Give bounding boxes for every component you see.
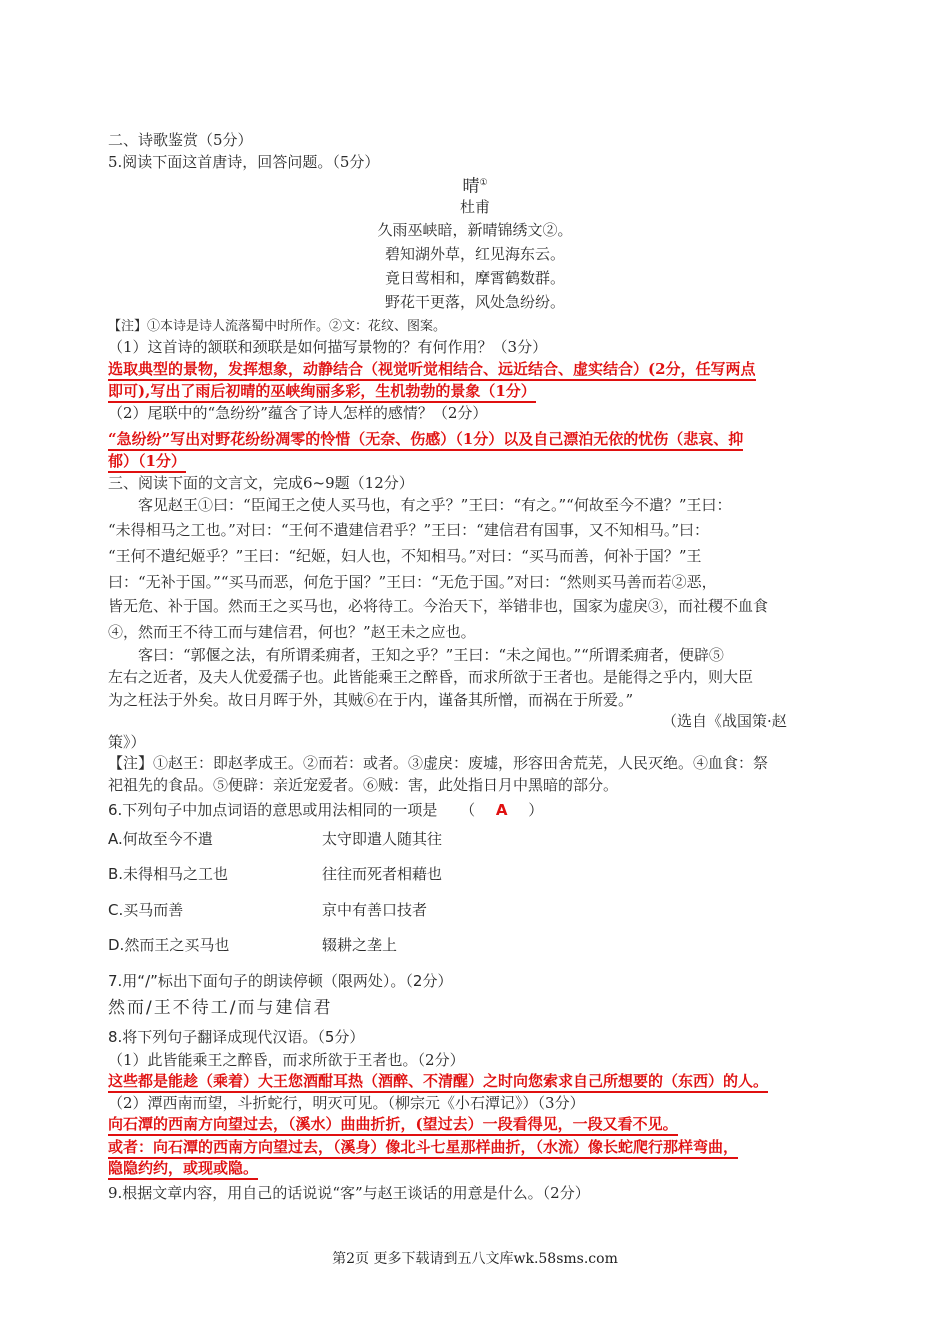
answer-8-1: 这些都是能趁（乘着）大王您酒酣耳热（酒醉、不清醒）之时向您索求自己所想要的（东西）的人。 (108, 1071, 768, 1093)
poem-author: 杜甫 (459, 198, 490, 216)
passage-notes: 【注】①赵王：即赵孝成王。②而若：或者。③虚戾：废墟，形容田舍荒芜，人民灭绝。④血食：祭 (108, 754, 769, 772)
answer-8-2-line2: 或者：向石潭的西南方向望过去，（溪身）像北斗七星那样曲折，（水流）像长蛇爬行那样弯曲， (108, 1137, 738, 1159)
question-5-2: （2）尾联中的“急纷纷”蕴含了诗人怎样的感情？（2分） (108, 404, 488, 422)
question-7-prompt: 7.用“/”标出下面句子的朗读停顿（限两处）。（2分） (108, 972, 453, 990)
passage-line: ④，然而王不待工而与建信君，何也？”赵王未之应也。 (108, 623, 476, 641)
answer-8-2-line3: 隐隐约约，或现或隐。 (108, 1158, 258, 1180)
passage-line: “未得相马之工也。”对曰：“王何不遣建信君乎？”王曰：“建信君有国事，又不知相马。”曰： (108, 521, 710, 539)
passage-notes: 祀祖先的食品。⑤便辟：亲近宠爱者。⑥贼：害，此处指日月中黑暗的部分。 (108, 776, 619, 794)
option-d-left: D.然而王之买马也 (108, 936, 230, 954)
answer-5-1-line1: 选取典型的景物，发挥想象，动静结合（视觉听觉相结合、远近结合、虚实结合）(2分，任写两点 (108, 359, 756, 381)
section-heading: 二、诗歌鉴赏（5分） (108, 131, 253, 149)
option-c-right: 京中有善口技者 (322, 901, 428, 919)
passage-line: 曰：“无补于国。”“买马而恶，何危于国？”王曰：“无危于国。”对曰：“然则买马善而若②恶， (108, 573, 717, 591)
option-c-left: C.买马而善 (108, 901, 184, 919)
option-b-left: B.未得相马之工也 (108, 865, 229, 883)
poem-line: 野花干更落，风处急纷纷。 (384, 293, 565, 311)
option-a-left: A.何故至今不遣 (108, 830, 213, 848)
poem-title-row (0, 172, 950, 198)
question-9-prompt: 9.根据文章内容，用自己的话说说“客”与赵王谈话的用意是什么。（2分） (108, 1184, 590, 1202)
option-d-right: 辍耕之垄上 (322, 936, 398, 954)
question-8-2: （2）潭西南而望，斗折蛇行，明灭可见。（柳宗元《小石潭记》）（3分） (108, 1094, 585, 1112)
passage-line: 客曰：“郭偃之法，有所谓柔痈者，王知之乎？”王曰：“未之闻也。”“所谓柔痈者，便辟⑤ (138, 646, 724, 664)
passage-line: 左右之近者，及夫人优爱孺子也。此皆能乘王之醉昏，而求所欲于王者也。是能得之乎内，则大臣 (108, 668, 754, 686)
poem-title-note: ① (479, 178, 488, 188)
option-a-right: 太守即遣人随其往 (322, 830, 443, 848)
answer-5-2-line2: 郁）（1分） (108, 451, 186, 473)
question-5-prompt: 5.阅读下面这首唐诗，回答问题。（5分） (108, 153, 380, 171)
passage-line: “王何不遣纪姬乎？”王曰：“纪姬，妇人也，不知相马。”对曰：“买马而善，何补于国？”王 (108, 547, 702, 565)
passage-line: 皆无危、补于国。然而王之买马也，必将待工。今治天下，举错非也，国家为虚戾③，而社稷不血食 (108, 597, 769, 615)
passage-source-end: 策》） (108, 733, 146, 751)
answer-8-2-line1: 向石潭的西南方向望过去，（溪水）曲曲折折，(望过去）一段看得见，一段又看不见。 (108, 1114, 678, 1136)
question-8-prompt: 8.将下列句子翻译成现代汉语。（5分） (108, 1028, 365, 1046)
poem-line: 久雨巫峡暗，新晴锦绣文②。 (377, 221, 573, 239)
answer-bracket-close: ） (528, 801, 544, 819)
question-6-answer: A (495, 801, 508, 819)
question-8-1: （1）此皆能乘王之醉昏，而求所欲于王者也。（2分） (108, 1051, 465, 1069)
passage-line: 为之枉法于外矣。故日月晖于外，其贼⑥在于内，谨备其所憎，而祸在于所爱。” (108, 691, 634, 709)
answer-5-2-line1: “急纷纷”写出对野花纷纷凋零的怜惜（无奈、伤感）（1分）以及自己漂泊无依的忧伤（悲哀、抑 (108, 429, 743, 451)
question-6-text: 6.下列句子中加点词语的意思或用法相同的一项是 (108, 801, 438, 819)
poem-line: 竟日莺相和，摩霄鹤数群。 (384, 269, 565, 287)
poem-title: 晴 (462, 176, 480, 197)
page-footer: 第2页 更多下载请到五八文库wk.58sms.com (332, 1251, 618, 1267)
section-heading: 三、阅读下面的文言文，完成6~9题（12分） (108, 474, 414, 492)
answer-5-1-line2: 即可),写出了雨后初晴的巫峡绚丽多彩，生机勃勃的景象（1分） (108, 381, 536, 403)
question-5-1: （1）这首诗的颔联和颈联是如何描写景物的？有何作用？（3分） (108, 338, 548, 356)
question-6-prompt (108, 800, 543, 820)
passage-source: （选自《战国策·赵 (662, 712, 787, 730)
poem-note: 【注】①本诗是诗人流落蜀中时所作。②文：花纹、图案。 (108, 319, 447, 334)
passage-line: 客见赵王①曰：“臣闻王之使人买马也，有之乎？”王曰：“有之。”“何故至今不遣？”王曰： (138, 496, 732, 514)
question-7-sentence: 然而/王不待工/而与建信君 (108, 998, 333, 1018)
option-b-right: 往往而死者相藉也 (322, 865, 443, 883)
answer-bracket-open: （ (460, 801, 476, 819)
poem-line: 碧知湖外草，红见海东云。 (384, 245, 565, 263)
